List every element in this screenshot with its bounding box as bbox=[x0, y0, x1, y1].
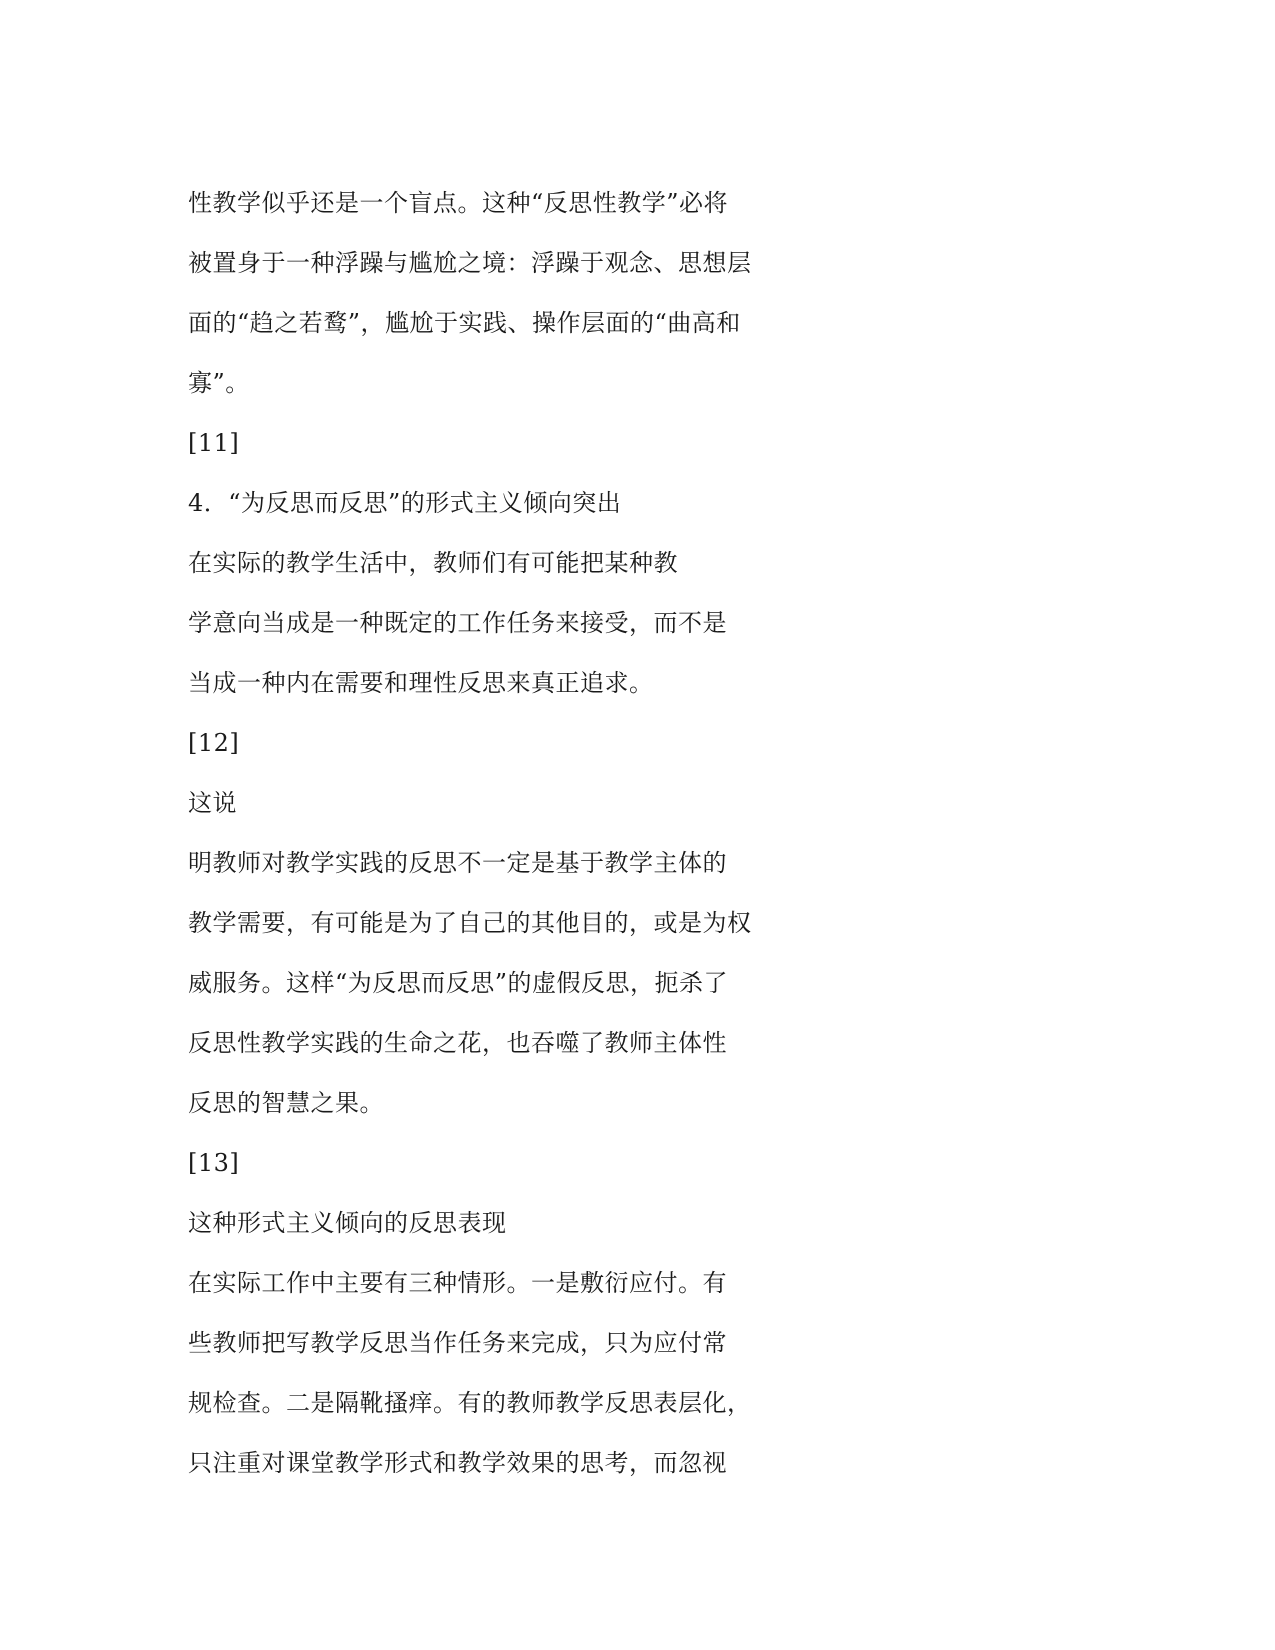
text-line: 被置身于一种浮躁与尴尬之境：浮躁于观念、思想层 bbox=[188, 249, 752, 277]
text-line: 当成一种内在需要和理性反思来真正追求。 bbox=[188, 669, 654, 697]
text-line: 规检查。二是隔靴搔痒。有的教师教学反思表层化， bbox=[188, 1389, 752, 1417]
text-line: 在实际工作中主要有三种情形。一是敷衍应付。有 bbox=[188, 1269, 727, 1297]
text-line: 寡”。 bbox=[188, 369, 250, 397]
text-line: 些教师把写教学反思当作任务来完成，只为应付常 bbox=[188, 1329, 727, 1357]
text-line: 这种形式主义倾向的反思表现 bbox=[188, 1209, 507, 1237]
text-line: 性教学似乎还是一个盲点。这种“反思性教学”必将 bbox=[188, 189, 729, 217]
text-line: 明教师对教学实践的反思不一定是基于教学主体的 bbox=[188, 849, 727, 877]
text-line: 学意向当成是一种既定的工作任务来接受，而不是 bbox=[188, 609, 727, 637]
text-line: 反思的智慧之果。 bbox=[188, 1089, 384, 1117]
citation-marker: [13] bbox=[188, 1149, 240, 1177]
text-line: 教学需要，有可能是为了自己的其他目的，或是为权 bbox=[188, 909, 752, 937]
text-line: 威服务。这样“为反思而反思”的虚假反思，扼杀了 bbox=[188, 969, 729, 997]
text-line: 这说 bbox=[188, 789, 237, 817]
section-heading: 4．“为反思而反思”的形式主义倾向突出 bbox=[188, 489, 622, 517]
citation-marker: [11] bbox=[188, 429, 240, 457]
text-line: 面的“趋之若鹜”，尴尬于实践、操作层面的“曲高和 bbox=[188, 309, 741, 337]
body-text bbox=[188, 173, 788, 1493]
text-line: 在实际的教学生活中，教师们有可能把某种教 bbox=[188, 549, 678, 577]
text-line: 反思性教学实践的生命之花，也吞噬了教师主体性 bbox=[188, 1029, 727, 1057]
citation-marker: [12] bbox=[188, 729, 240, 757]
text-line: 只注重对课堂教学形式和教学效果的思考，而忽视 bbox=[188, 1449, 727, 1477]
